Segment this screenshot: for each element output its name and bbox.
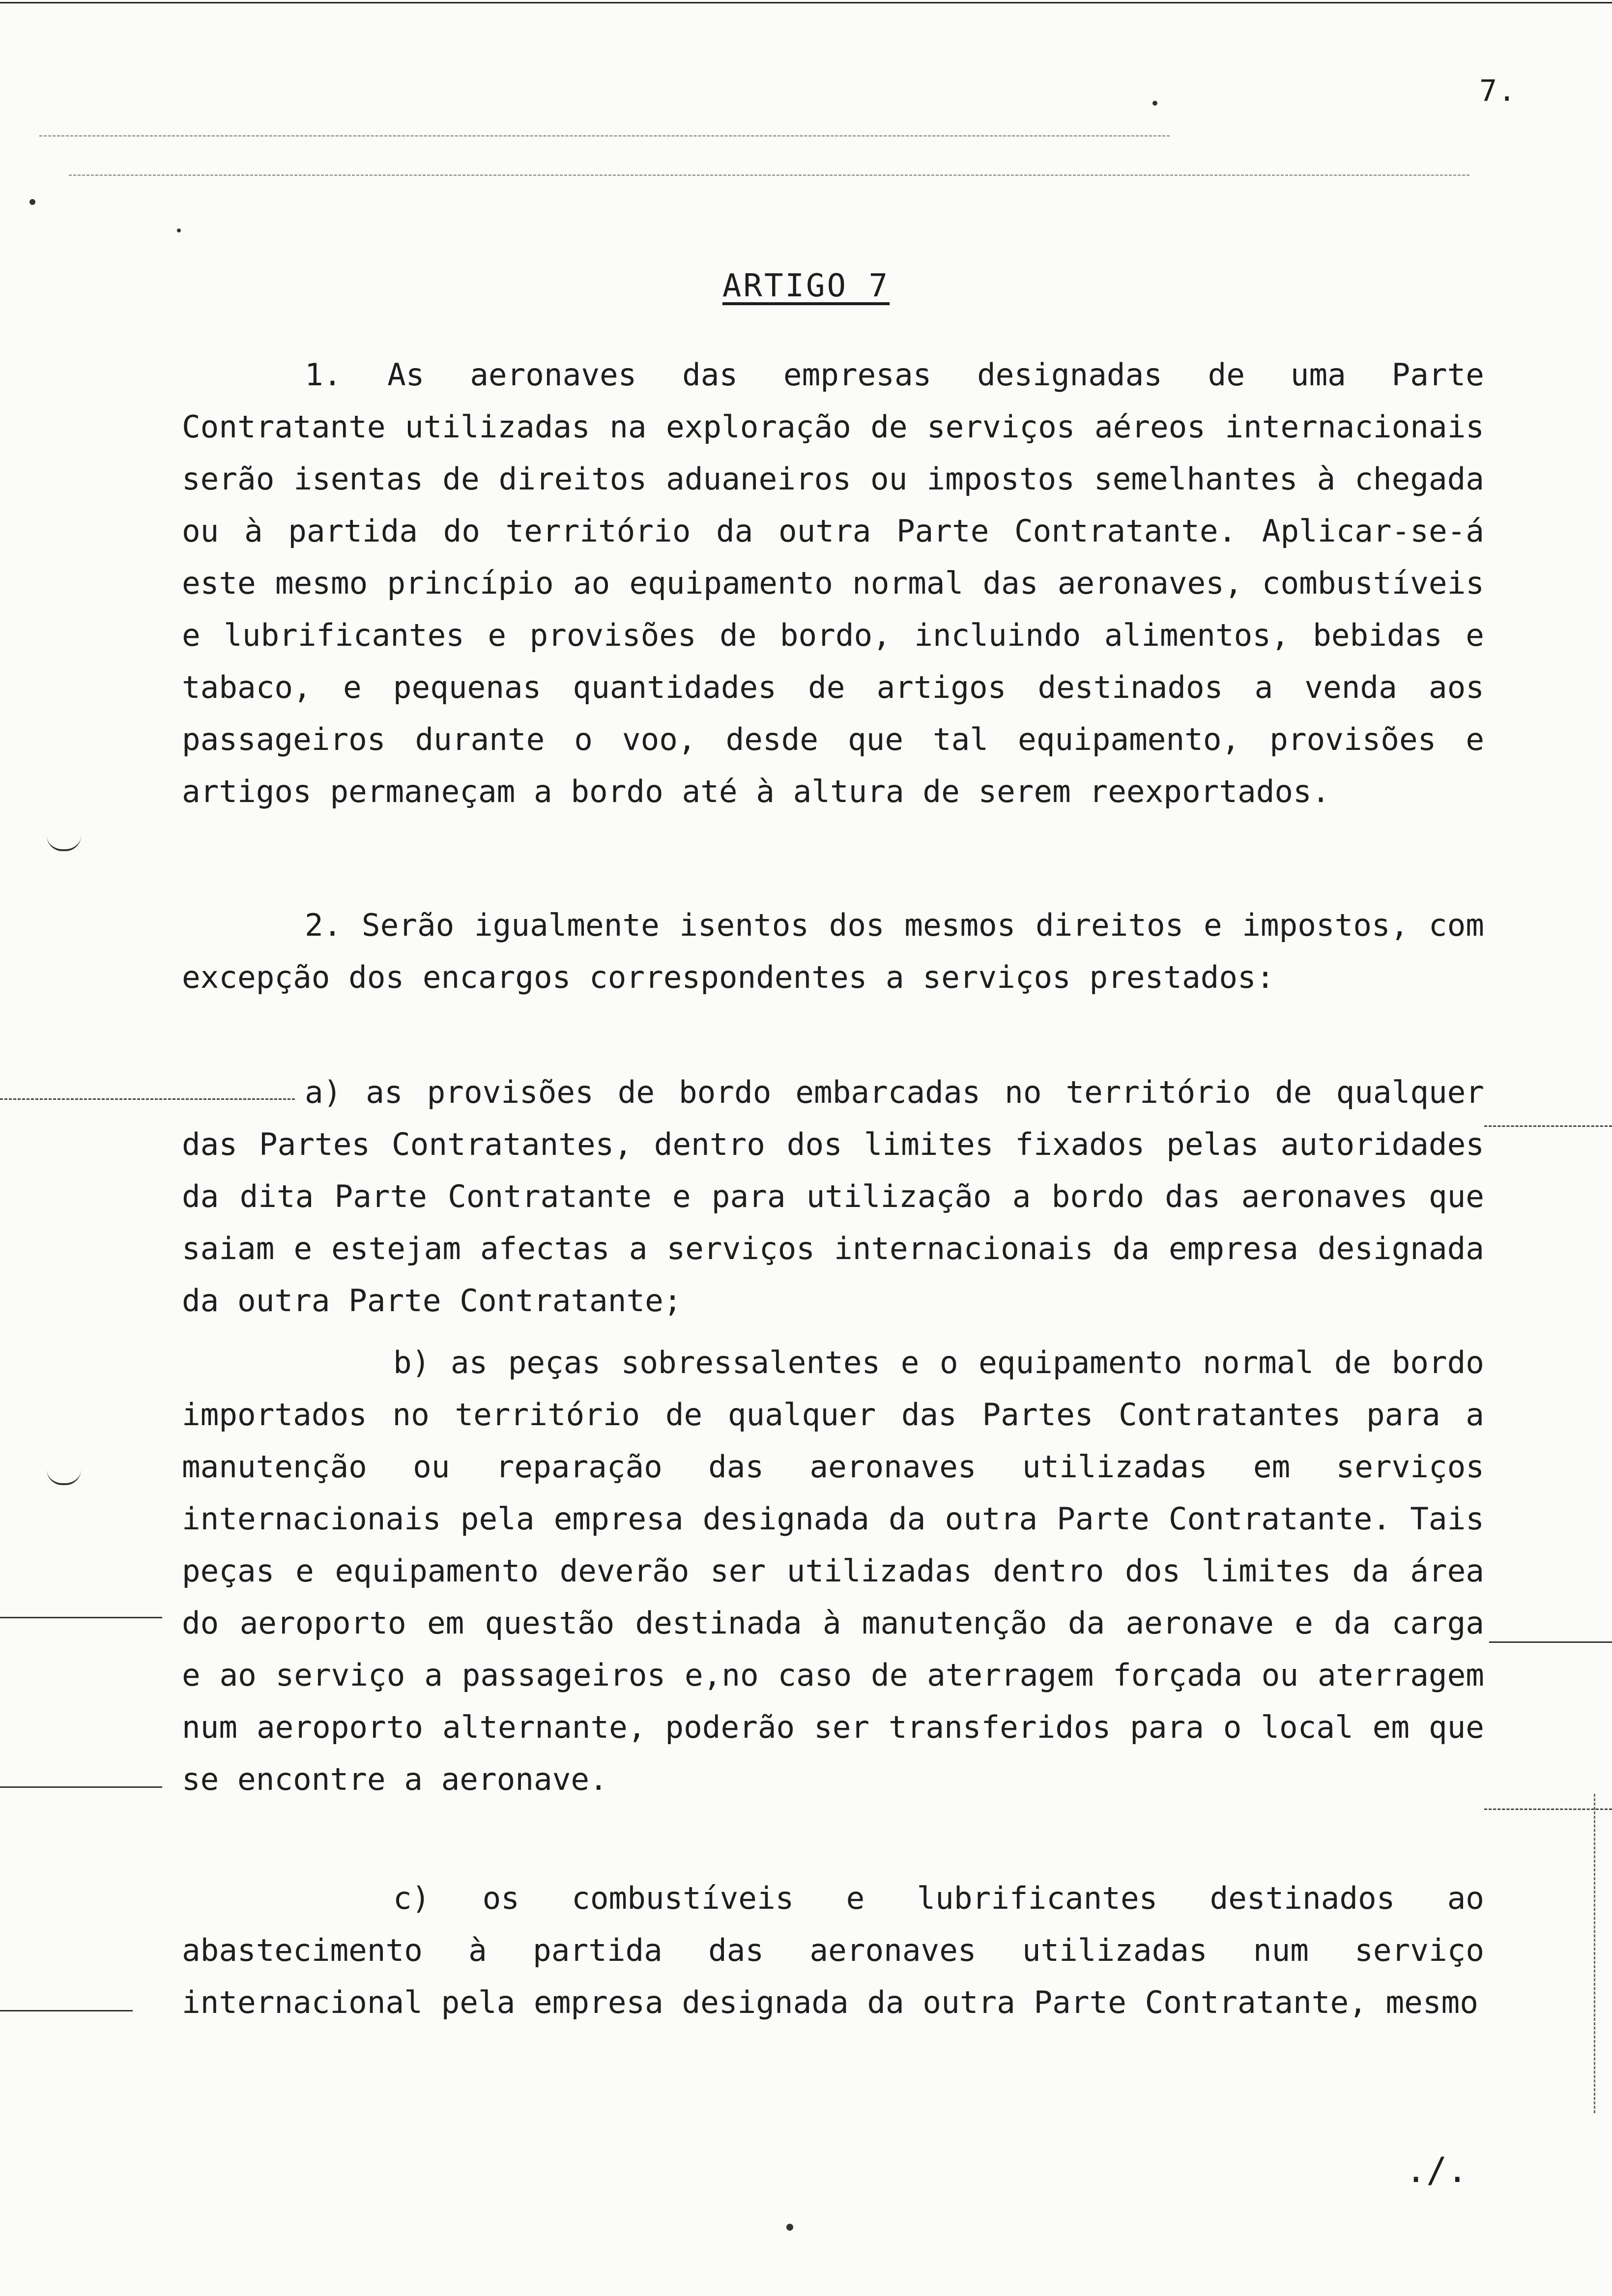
top-edge-line	[0, 2, 1612, 3]
page-number: 7.	[1479, 74, 1517, 108]
item-c: c) os combustíveis e lubrificantes destinados ao abastecimento à partida das aeronaves utilizadas num serviço internacional pela empresa designada da outra Parte Contratante, mesmo	[182, 1880, 1484, 2020]
paragraph-2: 2. Serão igualmente isentos dos mesmos direitos e impostos, com excepção dos encargos correspondentes a serviços prestados:	[182, 907, 1484, 995]
item-b: b) as peças sobressalentes e o equipamento normal de bordo importados no território de qualquer das Partes Contratantes para a manutenção ou reparação das aeronaves utilizadas em serviços internacionais pela empresa designada da outra Parte Contratante. Tais peças e equipamento deverão ser utilizadas dentro dos limites da área do aeroporto em questão destinada à manutenção da aeronave e da carga e ao serviço a passageiros e,no caso de aterragem forçada ou aterragem num aeroporto alternante, poderão ser transferidos para o local em que se encontre a aeronave.	[182, 1345, 1484, 1797]
right-margin-border	[1594, 1794, 1595, 2113]
margin-rule	[1489, 1641, 1612, 1643]
article-title: ARTIGO 7	[722, 268, 890, 304]
margin-rule	[0, 1786, 162, 1788]
scan-speck	[177, 229, 181, 232]
paragraph-1: 1. As aeronaves das empresas designadas de uma Parte Contratante utilizadas na exploração de serviços aéreos internacionais serão isentas de direitos aduaneiros ou impostos semelhantes à chegada ou à partida do território da outra Parte Contratante. Aplicar-se-á este mesmo princípio ao equipamento normal das aeronaves, combustíveis e lubrificantes e provisões de bordo, incluindo alimentos, bebidas e tabaco, e pequenas quantidades de artigos destinados a venda aos passageiros durante o voo, desde que tal equipamento, provisões e artigos permaneçam a bordo até à altura de serem reexportados.	[182, 357, 1484, 809]
scan-noise	[69, 174, 1469, 176]
margin-rule	[1484, 1125, 1612, 1127]
margin-bracket-mark	[47, 835, 81, 851]
margin-rule	[0, 1098, 295, 1100]
margin-rule	[1484, 1808, 1612, 1810]
margin-rule	[0, 2010, 133, 2011]
continuation-mark: ./.	[1406, 2150, 1468, 2190]
scan-speck	[786, 2224, 793, 2231]
scan-noise	[39, 135, 1170, 137]
scan-speck	[1152, 101, 1157, 106]
item-a: a) as provisões de bordo embarcadas no território de qualquer das Partes Contratantes, dentro dos limites fixados pelas autoridades da dita Parte Contratante e para utilização a bordo das aeronaves que saiam e estejam afectas a serviços internacionais da empresa designada da outra Parte Contratante;	[182, 1074, 1484, 1319]
margin-rule	[0, 1617, 162, 1618]
scan-speck	[29, 199, 35, 205]
margin-bracket-mark	[47, 1469, 81, 1485]
